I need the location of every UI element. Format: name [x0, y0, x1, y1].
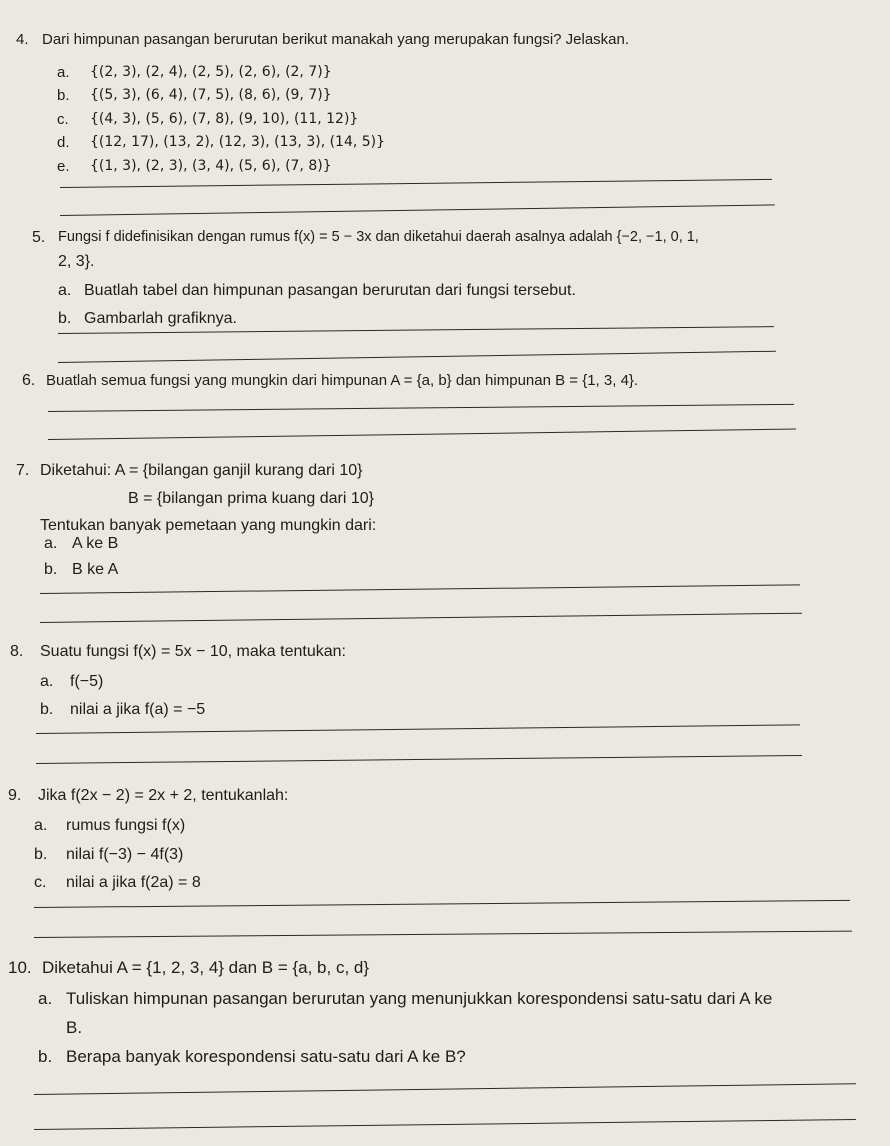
q8-text: Suatu fungsi f(x) = 5x − 10, maka tentukan: [40, 643, 346, 660]
q4-option-e: {(1, 3), (2, 3), (3, 4), (5, 6), (7, 8)} [90, 158, 332, 174]
answer-line [36, 724, 800, 734]
q6-number: 6. [22, 372, 36, 389]
answer-line [48, 429, 796, 440]
q4-option-b: {(5, 3), (6, 4), (7, 5), (8, 6), (9, 7)} [90, 87, 332, 103]
q9-text: Jika f(2x − 2) = 2x + 2, tentukanlah: [38, 787, 289, 804]
q8-option-b: nilai a jika f(a) = −5 [70, 701, 206, 718]
q5-line-1: Fungsi f didefinisikan dengan rumus f(x) = 5 − 3x dan diketahui daerah asalnya adalah {−2, −1, 0, 1, [58, 229, 699, 245]
q10-option-a: Tuliskan himpunan pasangan berurutan yang menunjukkan korespondensi satu-satu dari A ke [66, 989, 773, 1008]
q5-option-a-label: a. [58, 282, 72, 299]
q5-line-2: 2, 3}. [58, 253, 95, 270]
q8-number: 8. [10, 643, 24, 660]
q7-option-a: A ke B [72, 535, 119, 552]
q7-line-1: Diketahui: A = {bilangan ganjil kurang dari 10} [40, 462, 363, 479]
answer-line [60, 179, 772, 188]
q8-option-a-label: a. [40, 673, 54, 690]
q10-text: Diketahui A = {1, 2, 3, 4} dan B = {a, b, c, d} [42, 958, 370, 977]
q9-option-c: nilai a jika f(2a) = 8 [66, 874, 201, 891]
q4-option-c-label: c. [57, 111, 69, 128]
q4-number: 4. [16, 31, 29, 48]
answer-line [58, 351, 776, 363]
answer-line [40, 584, 800, 594]
q7-line-2: B = {bilangan prima kuang dari 10} [128, 490, 374, 507]
q4-option-a: {(2, 3), (2, 4), (2, 5), (2, 6), (2, 7)} [90, 64, 332, 80]
q4-text: Dari himpunan pasangan berurutan berikut manakah yang merupakan fungsi? Jelaskan. [42, 31, 630, 48]
answer-line [34, 900, 850, 908]
q9-option-a-label: a. [34, 817, 48, 834]
answer-line [34, 1119, 856, 1130]
q4-option-a-label: a. [57, 64, 70, 81]
q9-option-b-label: b. [34, 846, 48, 863]
answer-line [48, 404, 794, 412]
q7-number: 7. [16, 462, 30, 479]
q5-option-b-label: b. [58, 310, 72, 327]
q9-number: 9. [8, 787, 22, 804]
q9-option-a: rumus fungsi f(x) [66, 817, 186, 834]
q7-option-b-label: b. [44, 561, 58, 578]
q6-text: Buatlah semua fungsi yang mungkin dari himpunan A = {a, b} dan himpunan B = {1, 3, 4}. [46, 372, 639, 389]
answer-line [60, 204, 775, 216]
answer-line [40, 613, 802, 623]
q9-option-b: nilai f(−3) − 4f(3) [66, 846, 184, 863]
q10-option-a-continued: B. [66, 1018, 83, 1037]
answer-line [34, 1083, 856, 1095]
q4-option-b-label: b. [57, 87, 70, 104]
q7-line-3: Tentukan banyak pemetaan yang mungkin dari: [40, 517, 377, 534]
q10-option-a-label: a. [38, 989, 53, 1008]
answer-line [34, 931, 852, 938]
q10-number: 10. [8, 958, 32, 977]
q9-option-c-label: c. [34, 874, 47, 891]
q4-option-d-label: d. [57, 134, 70, 151]
q7-option-b: B ke A [72, 561, 119, 578]
q5-option-b: Gambarlah grafiknya. [84, 310, 237, 327]
q4-option-d: {(12, 17), (13, 2), (12, 3), (13, 3), (14, 5)} [90, 134, 386, 150]
answer-line [36, 755, 802, 764]
q8-option-b-label: b. [40, 701, 54, 718]
q5-number: 5. [32, 229, 46, 246]
q7-option-a-label: a. [44, 535, 58, 552]
q10-option-b: Berapa banyak korespondensi satu-satu dari A ke B? [66, 1047, 466, 1066]
q5-option-a: Buatlah tabel dan himpunan pasangan berurutan dari fungsi tersebut. [84, 282, 576, 299]
q4-option-c: {(4, 3), (5, 6), (7, 8), (9, 10), (11, 12)} [90, 111, 359, 127]
q8-option-a: f(−5) [70, 673, 104, 690]
q10-option-b-label: b. [38, 1047, 53, 1066]
q4-option-e-label: e. [57, 158, 70, 175]
